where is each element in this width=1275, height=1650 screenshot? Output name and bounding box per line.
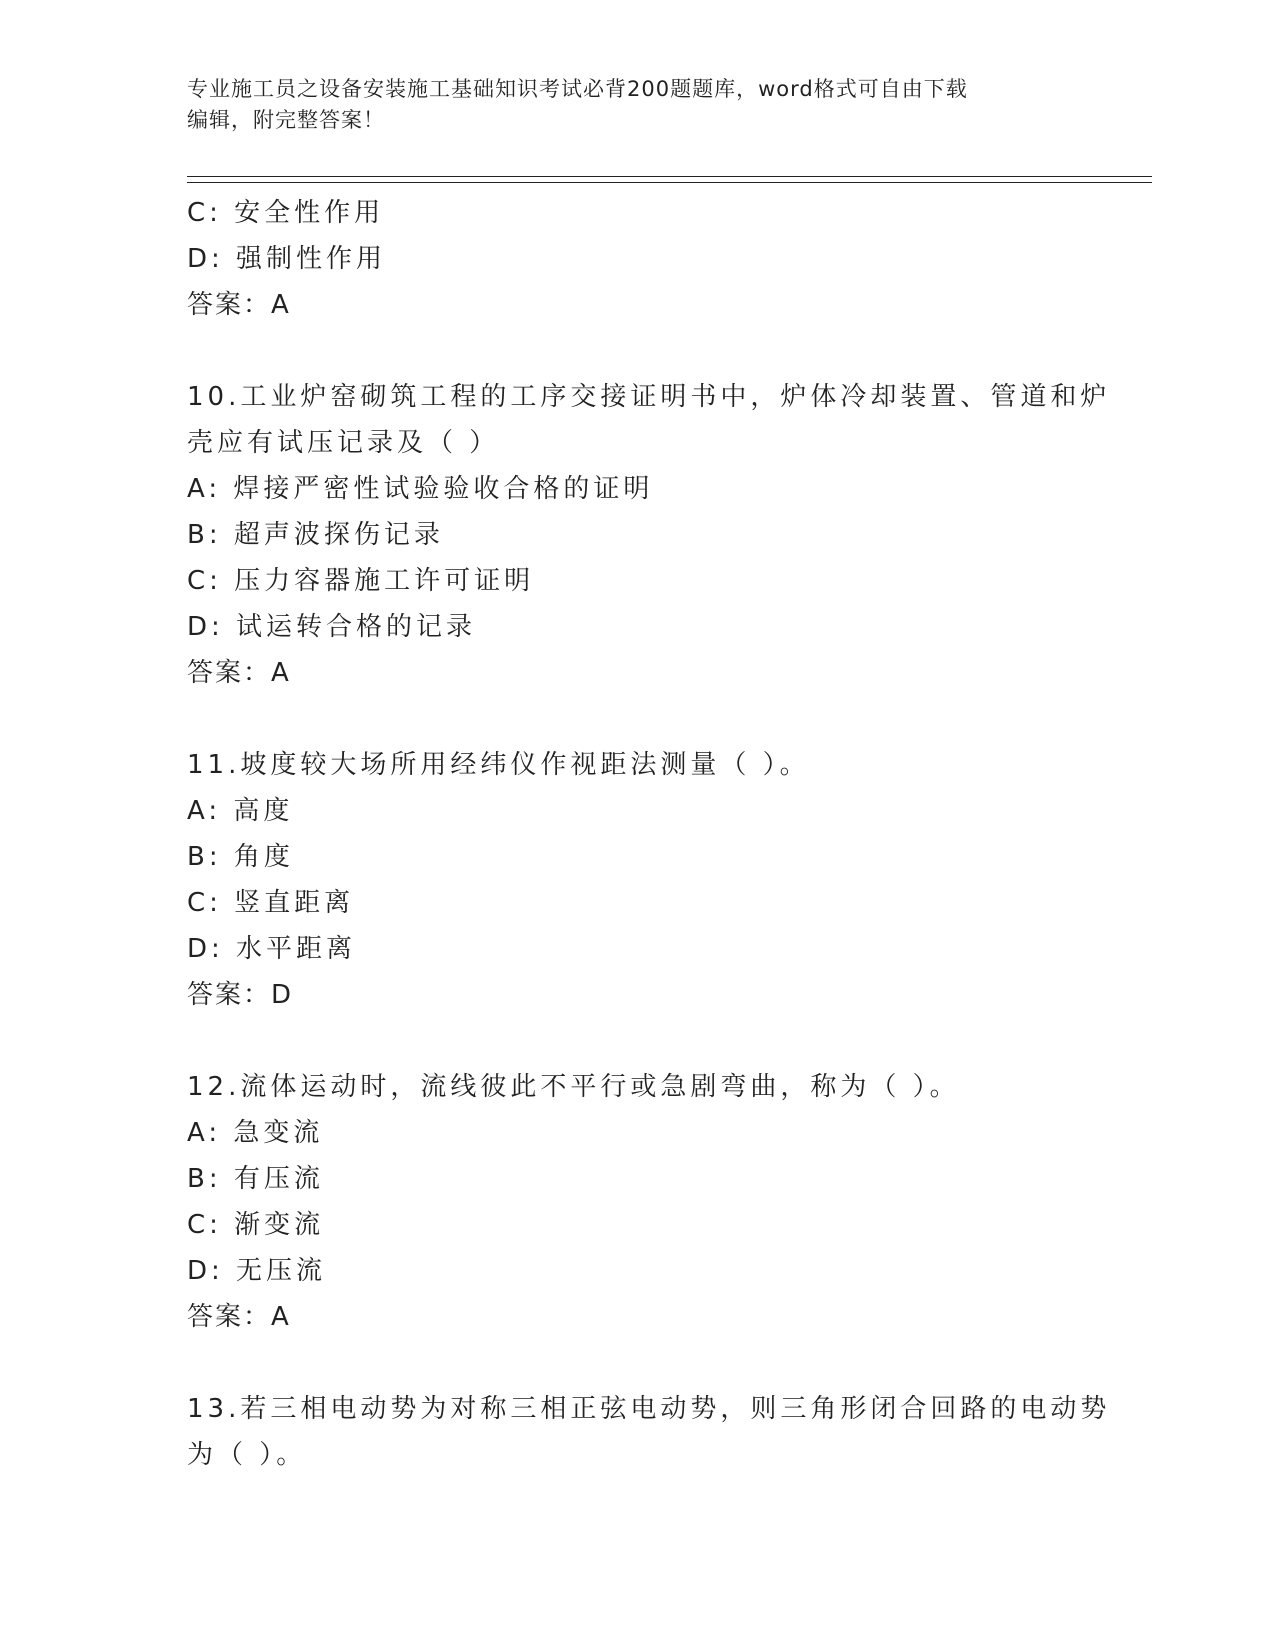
option-a: A: 急变流 bbox=[187, 1118, 324, 1148]
question-10 bbox=[187, 374, 1111, 696]
header-title-line-1: 专业施工员之设备安装施工基础知识考试必背200题题库，word格式可自由下载 bbox=[187, 77, 968, 101]
option-b: B: 角度 bbox=[187, 842, 294, 872]
question-stem-line-2: 壳应有试压记录及（ ） bbox=[187, 428, 500, 458]
option-b: B: 有压流 bbox=[187, 1164, 324, 1194]
spacer bbox=[187, 696, 1087, 742]
document-header bbox=[187, 74, 1067, 136]
answer-line: 答案：A bbox=[187, 290, 291, 320]
previous-question-block bbox=[187, 190, 1087, 328]
option-c: C: 压力容器施工许可证明 bbox=[187, 566, 535, 596]
spacer bbox=[187, 1340, 1087, 1386]
header-divider-top bbox=[187, 176, 1152, 177]
spacer bbox=[187, 328, 1087, 374]
header-title-line-2: 编辑，附完整答案！ bbox=[187, 108, 385, 132]
question-stem-line-1: 12.流体运动时，流线彼此不平行或急剧弯曲，称为（ ）。 bbox=[187, 1072, 960, 1102]
option-d: D: 无压流 bbox=[187, 1256, 327, 1286]
question-stem-line-2: 为（ ）。 bbox=[187, 1440, 307, 1470]
question-stem-line-1: 10.工业炉窑砌筑工程的工序交接证明书中，炉体冷却装置、管道和炉 bbox=[187, 382, 1111, 412]
header-divider-bottom bbox=[187, 182, 1152, 183]
question-stem-line-1: 13.若三相电动势为对称三相正弦电动势，则三角形闭合回路的电动势 bbox=[187, 1394, 1111, 1424]
option-d: D: 试运转合格的记录 bbox=[187, 612, 477, 642]
option-c: C: 安全性作用 bbox=[187, 198, 385, 228]
option-c: C: 渐变流 bbox=[187, 1210, 325, 1240]
answer-line: 答案：D bbox=[187, 980, 294, 1010]
option-a: A: 高度 bbox=[187, 796, 294, 826]
question-13 bbox=[187, 1386, 1111, 1478]
option-d: D: 水平距离 bbox=[187, 934, 357, 964]
option-b: B: 超声波探伤记录 bbox=[187, 520, 444, 550]
question-12 bbox=[187, 1064, 1087, 1340]
question-11 bbox=[187, 742, 1087, 1018]
spacer bbox=[187, 1018, 1087, 1064]
option-d: D: 强制性作用 bbox=[187, 244, 387, 274]
option-c: C: 竖直距离 bbox=[187, 888, 355, 918]
answer-line: 答案：A bbox=[187, 658, 291, 688]
question-stem-line-1: 11.坡度较大场所用经纬仪作视距法测量（ ）。 bbox=[187, 750, 810, 780]
answer-line: 答案：A bbox=[187, 1302, 291, 1332]
option-a: A: 焊接严密性试验验收合格的证明 bbox=[187, 474, 654, 504]
question-list bbox=[187, 190, 1111, 1478]
